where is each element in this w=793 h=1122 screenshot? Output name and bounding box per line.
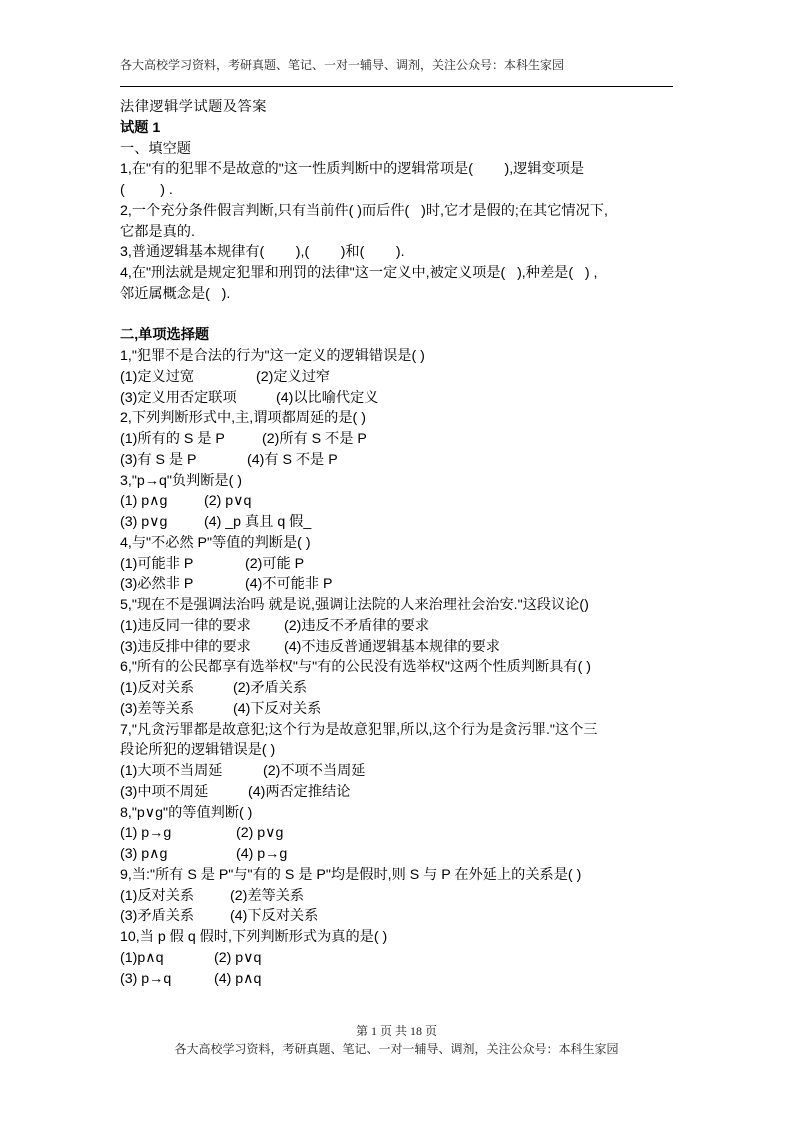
header-divider bbox=[120, 86, 673, 87]
option: (3)定义用否定联项 bbox=[120, 389, 237, 406]
option: (4)下反对关系 bbox=[230, 908, 319, 925]
page-footer: 各大高校学习资料，考研真题、笔记、一对一辅导、调剂，关注公众号：本科生家园 bbox=[174, 1042, 619, 1056]
question-stem: 9,当:"所有 S 是 P"与"有的 S 是 P"均是假时,则 S 与 P 在外延上的关系是( ) bbox=[120, 866, 582, 883]
option: (1)定义过宽 bbox=[120, 368, 195, 385]
option-row bbox=[120, 554, 680, 575]
option: (3)违反排中律的要求 bbox=[120, 638, 251, 655]
option-row bbox=[120, 512, 680, 533]
option: (1)p∧q bbox=[120, 949, 164, 966]
option: (4) p∧q bbox=[214, 970, 262, 987]
document-subtitle: 试题 1 bbox=[120, 119, 161, 136]
option: (4) _p 真且 q 假_ bbox=[204, 514, 312, 530]
question-stem: 4,与"不必然 P"等值的判断是( ) bbox=[120, 534, 311, 551]
option: (4)两否定推结论 bbox=[248, 783, 351, 800]
option-row bbox=[120, 886, 680, 907]
option: (2)不项不当周延 bbox=[263, 763, 366, 779]
option: (2)差等关系 bbox=[230, 887, 305, 904]
fill-blank-line: 1,在"有的犯罪不是故意的"这一性质判断中的逻辑常项是( ),逻辑变项是 bbox=[120, 161, 585, 178]
page-header: 各大高校学习资料，考研真题、笔记、一对一辅导、调剂，关注公众号：本科生家园 bbox=[120, 58, 565, 72]
fill-blank-line: 邻近属概念是( ). bbox=[120, 285, 231, 302]
question-stem: 5,"现在不是强调法治吗 就是说,强调让法院的人来治理社会治安."这段议论() bbox=[120, 597, 589, 613]
option: (3)中项不周延 bbox=[120, 783, 209, 800]
question-stem: 7,"凡贪污罪都是故意犯;这个行为是故意犯罪,所以,这个行为是贪污罪."这个三 bbox=[120, 721, 598, 738]
section-heading-fill-blank: 一、填空题 bbox=[120, 140, 191, 157]
option: (2) p∨q bbox=[214, 949, 262, 966]
option-row bbox=[120, 969, 680, 990]
option-row bbox=[120, 574, 680, 595]
option: (2) p∨q bbox=[204, 493, 252, 510]
option: (1) p→g bbox=[120, 825, 172, 842]
option: (1)反对关系 bbox=[120, 680, 195, 696]
option: (4)有 S 不是 P bbox=[247, 451, 338, 468]
question-stem: 段论所犯的逻辑错误是( ) bbox=[120, 742, 276, 759]
option-row bbox=[120, 388, 680, 409]
option-row bbox=[120, 823, 680, 844]
option: (3)有 S 是 P bbox=[120, 451, 197, 468]
option: (4)以比喻代定义 bbox=[276, 389, 379, 406]
section-heading-single-choice: 二,单项选择题 bbox=[120, 327, 210, 344]
option: (2)违反不矛盾律的要求 bbox=[284, 617, 430, 634]
option: (3) p→q bbox=[120, 970, 172, 987]
question-stem: 10,当 p 假 q 假时,下列判断形式为真的是( ) bbox=[120, 929, 388, 945]
option: (4)不可能非 P bbox=[245, 576, 333, 593]
option: (4)下反对关系 bbox=[233, 700, 322, 717]
option: (2)所有 S 不是 P bbox=[262, 431, 367, 447]
option: (3)必然非 P bbox=[120, 576, 194, 593]
option: (3) p∨g bbox=[120, 514, 168, 530]
option: (1)反对关系 bbox=[120, 887, 195, 904]
document-title: 法律逻辑学试题及答案 bbox=[120, 99, 267, 115]
option-row bbox=[120, 678, 680, 699]
option: (1)违反同一律的要求 bbox=[120, 617, 251, 634]
option: (2)矛盾关系 bbox=[233, 680, 308, 696]
option: (1) p∧g bbox=[120, 493, 168, 510]
fill-blank-line: 2,一个充分条件假言判断,只有当前件( )而后件( )时,它才是假的;在其它情况下, bbox=[120, 202, 608, 219]
question-stem: 6,"所有的公民都享有选举权"与"有的公民没有选举权"这两个性质判断具有( ) bbox=[120, 659, 591, 676]
option-row bbox=[120, 491, 680, 512]
question-stem: 8,"p∨g"的等值判断( ) bbox=[120, 804, 253, 821]
option-row bbox=[120, 367, 680, 388]
fill-blank-line: 3,普通逻辑基本规律有( ),( )和( ). bbox=[120, 244, 405, 261]
option: (3)差等关系 bbox=[120, 700, 195, 717]
option: (2)可能 P bbox=[245, 555, 305, 572]
option: (1)大项不当周延 bbox=[120, 763, 223, 779]
fill-blank-line: ( ) . bbox=[120, 182, 173, 198]
option: (3)矛盾关系 bbox=[120, 908, 195, 925]
fill-blank-line: 4,在"刑法就是规定犯罪和刑罚的法律"这一定义中,被定义项是( ),种差是( ) , bbox=[120, 265, 598, 281]
option-row bbox=[120, 761, 680, 782]
page-number: 第 1 页 共 18 页 bbox=[355, 1024, 437, 1038]
question-stem: 2,下列判断形式中,主,谓项都周延的是( ) bbox=[120, 410, 366, 427]
option-row bbox=[120, 429, 680, 450]
question-stem: 3,"p→q"负判断是( ) bbox=[120, 472, 243, 489]
option: (2) p∨g bbox=[236, 825, 284, 842]
option: (1)可能非 P bbox=[120, 555, 194, 572]
option: (2)定义过窄 bbox=[256, 368, 331, 385]
option-row bbox=[120, 699, 680, 720]
spacer bbox=[120, 305, 680, 326]
question-stem: 1,"犯罪不是合法的行为"这一定义的逻辑错误是( ) bbox=[120, 348, 425, 364]
option-row bbox=[120, 906, 680, 927]
option-row bbox=[120, 782, 680, 803]
document-body bbox=[120, 97, 680, 989]
option: (4) p→g bbox=[236, 846, 288, 862]
fill-blank-line: 它都是真的. bbox=[120, 223, 195, 240]
option: (1)所有的 S 是 P bbox=[120, 431, 225, 447]
option-row bbox=[120, 450, 680, 471]
option-row bbox=[120, 844, 680, 865]
option-row bbox=[120, 637, 680, 658]
option-row bbox=[120, 948, 680, 969]
option-row bbox=[120, 616, 680, 637]
option: (4)不违反普通逻辑基本规律的要求 bbox=[284, 638, 500, 655]
option: (3) p∧g bbox=[120, 846, 168, 862]
